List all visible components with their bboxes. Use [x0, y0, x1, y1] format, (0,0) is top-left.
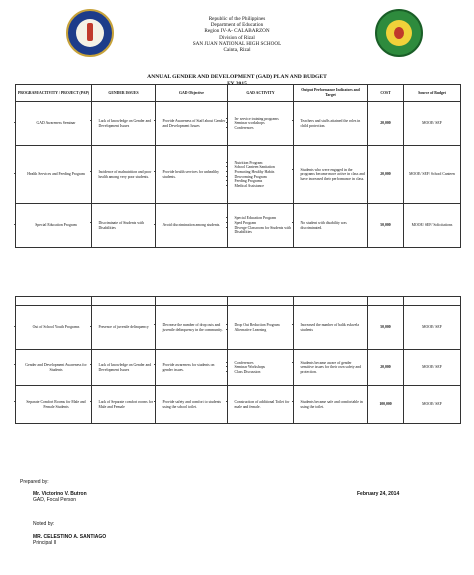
issues-cell: • Lack of knowledge on Gender and Development Issues [92, 102, 156, 146]
issues-cell: • Incidence of malnutrition and poor health among very poor students. [92, 146, 156, 204]
letterhead-line: Cainta, Rizal [223, 47, 251, 54]
school-seal-logo [375, 9, 423, 57]
objective-cell: • Decrease the number of drop outs and juvenile delinquency in the community. [156, 306, 228, 350]
objective-cell: • Provide safety and comfort to students using the school toilet. [156, 386, 228, 424]
letterhead-line: Region IV-A- CALABARZON [204, 28, 270, 35]
table-row [16, 350, 461, 386]
title-year: FY 2015 [227, 81, 247, 87]
cost-cell: 20,000 [368, 102, 404, 146]
column-header: GENDER ISSUES [92, 85, 156, 102]
noted-name: MR. CELESTINO A. SANTIAGO [33, 534, 107, 540]
objective-cell: • Avoid discrimination among students. [156, 204, 228, 248]
table-header-row [16, 85, 461, 102]
torch-icon [87, 23, 93, 41]
prepared-name: Mr. Victorino V. Butron [33, 491, 87, 497]
activity-cell: • Construction of additional Toilet for male and female. [228, 386, 294, 424]
gad-plan-table-2 [15, 296, 461, 424]
column-header: GAD Objective [156, 85, 228, 102]
cost-cell: 50,000 [368, 204, 404, 248]
letterhead-line: Republic of the Philippines [208, 16, 266, 22]
cost-cell: 100,000 [368, 386, 404, 424]
objective-cell: • Provide Awareness of Staff about Gender and Development Issues [156, 102, 228, 146]
column-header: PROGRAM/ACTIVITY / PROJECT (PAP) [16, 85, 92, 102]
pap-cell: • Health Services and Feeding Program [16, 146, 92, 204]
pap-cell: • Separate Comfort Rooms for Male and Female Students [16, 386, 92, 424]
objective-cell: • Provide health services for unhealthy students. [156, 146, 228, 204]
column-header: Source of Budget [404, 85, 461, 102]
output-cell: • Students became safe and comfortable in using the toilet. [294, 386, 368, 424]
source-cell: MOOE/ SEF [404, 306, 461, 350]
source-cell: MOOE/ SEF [404, 350, 461, 386]
output-cell: • Students who were engaged in the programs became more active in class and have increased their performance in class. [294, 146, 368, 204]
source-cell: MOOE/ SEF/ School Canteen [404, 146, 461, 204]
issues-cell: • Presence of juvenile delinquency [92, 306, 156, 350]
table-row [16, 146, 461, 204]
output-cell: • Teachers and staffs attained the roles in child protection. [294, 102, 368, 146]
cost-cell: 20,000 [368, 350, 404, 386]
issues-cell: • Discriminate of Students with Disabilities [92, 204, 156, 248]
noted-role: Principal II [33, 540, 57, 546]
output-cell: • Increased the number of balik eskwela students [294, 306, 368, 350]
output-cell: • Students became aware of gender sensitive issues for their own safety and protection. [294, 350, 368, 386]
table-row [16, 306, 461, 350]
output-cell: • No student with disability was discriminated. [294, 204, 368, 248]
pap-cell: • Out of School Youth Programs [16, 306, 92, 350]
table-spacer-row [16, 297, 461, 306]
letterhead-line: Department of Education [210, 22, 264, 29]
cost-cell: 50,000 [368, 306, 404, 350]
objective-cell: • Provide awareness for students on gender issues. [156, 350, 228, 386]
source-cell: MOOE/ SEF [404, 386, 461, 424]
activity-cell: • Nutrition Program • School Canteen Sanitation • Promoting Healthy Habits • Deworming Program • Feeding Programs • Medical Assistance [228, 146, 294, 204]
cost-cell: 20,000 [368, 146, 404, 204]
deped-seal-logo [66, 9, 114, 57]
letterhead-line: Division of Rizal [219, 34, 255, 41]
pap-cell: • GAD Awareness Seminar [16, 102, 92, 146]
column-header: GAD ACTIVITY [228, 85, 294, 102]
noted-label: Noted by: [33, 521, 55, 527]
column-header: Output Performance Indicators and Target [294, 85, 368, 102]
table-row [16, 386, 461, 424]
prepared-label: Prepared by: [20, 479, 49, 485]
activity-cell: • Drop Out Reduction Program • Alternative Learning [228, 306, 294, 350]
prepared-role: GAD, Focal Person [33, 497, 77, 503]
table-row [16, 204, 461, 248]
title-line: ANNUAL GENDER AND DEVELOPMENT (GAD) PLAN AND BUDGET [147, 74, 327, 80]
flame-icon [394, 27, 404, 39]
gad-plan-table-1 [15, 84, 461, 248]
source-cell: MOOE/ SEF [404, 102, 461, 146]
activity-cell: • In- service training programs • Seminar workshops • Conferences [228, 102, 294, 146]
issues-cell: • Lack of knowledge on Gender and Development Issues [92, 350, 156, 386]
pap-cell: • Special Education Program [16, 204, 92, 248]
pap-cell: • Gender and Development Awareness for Students [16, 350, 92, 386]
column-header: COST [368, 85, 404, 102]
activity-cell: • Conferences • Seminar Workshops • Class Discussion [228, 350, 294, 386]
signature-date: February 24, 2014 [357, 491, 400, 497]
letterhead [130, 16, 344, 53]
letterhead-line: SAN JUAN NATIONAL HIGH SCHOOL [192, 40, 282, 47]
issues-cell: • Lack of Separate comfort rooms for Male and Female [92, 386, 156, 424]
table-row [16, 102, 461, 146]
source-cell: MOOE/ SEF/ Solicitations [404, 204, 461, 248]
activity-cell: • Special Education Program • Sped Program • Diverge Classroom for Students with Disabilities [228, 204, 294, 248]
